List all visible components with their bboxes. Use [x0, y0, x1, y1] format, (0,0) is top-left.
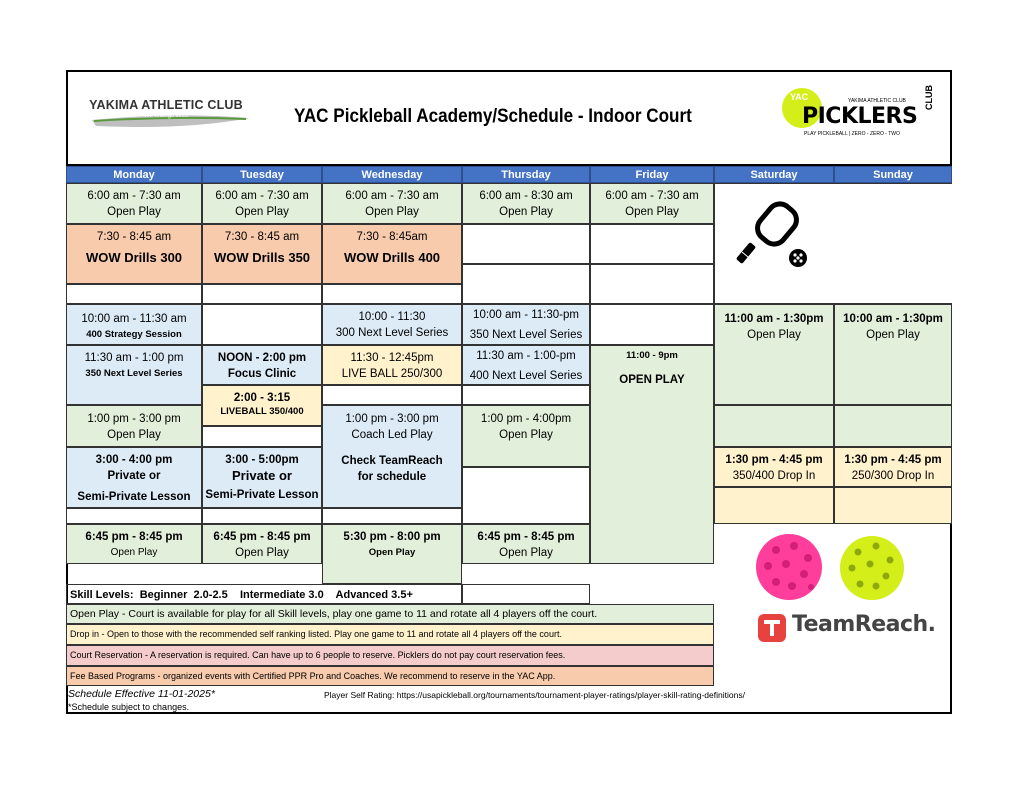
time: 3:00 - 4:00 pm	[95, 454, 173, 466]
time: 2:00 - 3:15	[233, 392, 291, 404]
label: Open Play	[499, 206, 553, 218]
time: 5:30 pm - 8:00 pm	[343, 531, 441, 543]
legend-drop-in: Drop in - Open to those with the recommended self ranking listed. Play one game to 11 and rotate all 4 players off the court.	[66, 624, 714, 645]
label: Open Play	[747, 329, 801, 341]
tuesday-open-play-evening	[202, 524, 322, 564]
label: Open Play	[110, 547, 158, 558]
time: 6:00 am - 7:30 am	[345, 190, 439, 202]
friday-open-play-morning	[590, 183, 714, 224]
sunday-drop-in	[834, 447, 952, 487]
label: Open Play	[235, 206, 289, 218]
time: 7:30 - 8:45 am	[224, 231, 300, 243]
monday-wow-drills	[66, 224, 202, 284]
teamreach-icon	[758, 614, 786, 642]
thursday-empty-2	[462, 264, 590, 304]
time: 7:30 - 8:45 am	[96, 231, 172, 243]
label: Open Play	[368, 547, 416, 558]
yellow-pickleball-icon	[838, 534, 906, 602]
wednesday-empty-2	[322, 385, 462, 405]
tuesday-wow-drills	[202, 224, 322, 284]
monday-strategy-session	[66, 304, 202, 345]
monday-open-play-evening	[66, 524, 202, 564]
friday-open-play-all-day	[590, 345, 714, 564]
tuesday-private-lesson	[202, 447, 322, 508]
saturday-open-play-cont	[714, 405, 834, 447]
time: 6:00 am - 7:30 am	[605, 190, 699, 202]
yac-logo-text: YAKIMA ATHLETIC CLUB	[89, 98, 243, 112]
label: Coach Led Play	[351, 429, 433, 441]
time: 6:45 pm - 8:45 pm	[477, 531, 575, 543]
label: 350/400 Drop In	[732, 470, 816, 482]
label: Open Play	[107, 206, 161, 218]
time: 11:30 am - 1:00 pm	[84, 352, 184, 364]
friday-empty-3	[590, 304, 714, 345]
tuesday-open-play-morning	[202, 183, 322, 224]
schedule-effective: Schedule Effective 11-01-2025*	[68, 688, 215, 700]
picklers-club-logo	[778, 85, 944, 143]
wednesday-open-play-morning	[322, 183, 462, 224]
tuesday-empty-3	[202, 426, 322, 447]
time: 11:30 - 12:45pm	[350, 352, 434, 364]
label: Open Play	[107, 429, 161, 441]
teamreach-logo	[758, 612, 948, 642]
sunday-open-play	[834, 304, 952, 405]
time: 10:00 am - 11:30-pm	[473, 309, 579, 321]
label: 400 Next Level Series	[469, 370, 583, 382]
time: 6:45 pm - 8:45 pm	[85, 531, 183, 543]
friday-empty-2	[590, 264, 714, 304]
label: 350 Next Level Series	[85, 368, 183, 379]
page-title: YAC Pickleball Academy/Schedule - Indoor Court	[294, 106, 692, 127]
time: NOON - 2:00 pm	[217, 352, 307, 364]
time: 11:30 am - 1:00-pm	[476, 350, 576, 362]
label: OPEN PLAY	[619, 374, 685, 386]
time: 7:30 - 8:45am	[356, 231, 428, 243]
yac-logo	[86, 98, 256, 138]
sunday-drop-in-cont	[834, 487, 952, 524]
wednesday-open-play-evening	[322, 524, 462, 584]
time: 6:00 am - 7:30 am	[215, 190, 309, 202]
label: Open Play	[866, 329, 920, 341]
header-thursday: Thursday	[462, 166, 590, 183]
pickleball-paddle-icon	[736, 200, 816, 270]
tuesday-empty-1	[202, 284, 322, 304]
label: LIVEBALL 350/400	[220, 406, 304, 417]
label: Open Play	[499, 547, 553, 559]
monday-next-level	[66, 345, 202, 405]
label: Open Play	[625, 206, 679, 218]
label: WOW Drills 300	[85, 250, 183, 265]
yac-logo-tagline: We change lives	[144, 113, 188, 119]
time: 1:30 pm - 4:45 pm	[725, 454, 823, 466]
header-friday: Friday	[590, 166, 714, 183]
label: 350 Next Level Series	[469, 329, 583, 341]
header-saturday: Saturday	[714, 166, 834, 183]
label: 300 Next Level Series	[335, 327, 449, 339]
time: 3:00 - 5:00pm	[225, 454, 299, 466]
time: 6:45 pm - 8:45 pm	[213, 531, 311, 543]
player-self-rating: Player Self Rating: https://usapickleball.org/tournaments/tournament-player-ratings/player-skill-rating-definitions/	[324, 690, 745, 700]
thursday-empty-5	[462, 584, 590, 604]
monday-private-lesson	[66, 447, 202, 508]
teamreach-note: Check TeamReach	[341, 455, 443, 467]
thursday-empty-1	[462, 224, 590, 264]
monday-empty-1	[66, 284, 202, 304]
time: 10:00 am - 1:30pm	[843, 313, 943, 325]
friday-empty-1	[590, 224, 714, 264]
label2: Semi-Private Lesson	[205, 489, 319, 501]
saturday-drop-in-cont	[714, 487, 834, 524]
wednesday-live-ball	[322, 345, 462, 385]
label: 400 Strategy Session	[86, 329, 182, 340]
time: 11:00 - 9pm	[626, 350, 678, 361]
legend-open-play: Open Play - Court is available for play for all Skill levels, play one game to 11 and rotate all 4 players off the court.	[66, 604, 714, 624]
time: 1:00 pm - 3:00 pm	[345, 413, 439, 425]
picklers-logo-top: YAKIMA ATHLETIC CLUB	[848, 98, 906, 104]
legend-fee-based: Fee Based Programs - organized events with Certified PPR Pro and Coaches. We recommend to reserve in the YAC App.	[66, 666, 714, 686]
monday-empty-2	[66, 508, 202, 524]
wednesday-empty-1	[322, 284, 462, 304]
label: Private or	[232, 468, 292, 483]
sunday-open-play-cont	[834, 405, 952, 447]
picklers-logo-main: PICKLERS	[802, 104, 918, 129]
thursday-next-level-350	[462, 304, 590, 345]
time: 10:00 - 11:30	[358, 311, 426, 323]
header-sunday: Sunday	[834, 166, 952, 183]
wednesday-next-level	[322, 304, 462, 345]
time: 1:30 pm - 4:45 pm	[844, 454, 942, 466]
tuesday-focus-clinic	[202, 345, 322, 385]
tuesday-empty-4	[202, 508, 322, 524]
monday-open-play-morning	[66, 183, 202, 224]
label: LIVE BALL 250/300	[341, 368, 443, 380]
header-monday: Monday	[66, 166, 202, 183]
label: WOW Drills 400	[343, 250, 441, 265]
tuesday-liveball	[202, 385, 322, 426]
teamreach-label: TeamReach.	[792, 612, 936, 637]
pink-pickleball-icon	[754, 532, 824, 602]
label: Open Play	[499, 429, 553, 441]
header-tuesday: Tuesday	[202, 166, 322, 183]
label: Open Play	[365, 206, 419, 218]
thursday-empty-4	[462, 467, 590, 524]
thursday-open-play-morning	[462, 183, 590, 224]
teamreach-note-2: for schedule	[357, 471, 427, 483]
time: 11:00 am - 1:30pm	[724, 313, 824, 325]
label: Focus Clinic	[227, 368, 297, 380]
label: Open Play	[235, 547, 289, 559]
label: 250/300 Drop In	[851, 470, 935, 482]
label: WOW Drills 350	[213, 250, 311, 265]
label: Private or	[107, 470, 161, 482]
thursday-open-play-afternoon	[462, 405, 590, 467]
time: 6:00 am - 8:30 am	[479, 190, 573, 202]
picklers-logo-sub: PLAY PICKLEBALL | ZERO - ZERO - TWO	[804, 131, 900, 137]
monday-open-play-afternoon	[66, 405, 202, 447]
picklers-logo-club: CLUB	[924, 85, 934, 110]
skill-levels: Skill Levels: Beginner 2.0-2.5 Intermediate 3.0 Advanced 3.5+	[66, 584, 462, 604]
thursday-next-level-400	[462, 345, 590, 385]
schedule-note: *Schedule subject to changes.	[68, 702, 190, 712]
saturday-open-play	[714, 304, 834, 405]
time: 1:00 pm - 3:00 pm	[87, 413, 181, 425]
time: 10:00 am - 11:30 am	[81, 313, 187, 325]
saturday-drop-in	[714, 447, 834, 487]
tuesday-empty-2	[202, 304, 322, 345]
thursday-open-play-evening	[462, 524, 590, 564]
time: 6:00 am - 7:30 am	[87, 190, 181, 202]
thursday-empty-3	[462, 385, 590, 405]
time: 1:00 pm - 4:00pm	[480, 413, 572, 425]
header-wednesday: Wednesday	[322, 166, 462, 183]
legend-court-reservation: Court Reservation - A reservation is required. Can have up to 6 people to reserve. Picklers do not pay court reservation fees.	[66, 645, 714, 666]
picklers-logo-badge: YAC	[790, 92, 809, 102]
wednesday-coach-led-play	[322, 405, 462, 508]
label2: Semi-Private Lesson	[77, 491, 191, 503]
wednesday-wow-drills	[322, 224, 462, 284]
wednesday-empty-3	[322, 508, 462, 524]
